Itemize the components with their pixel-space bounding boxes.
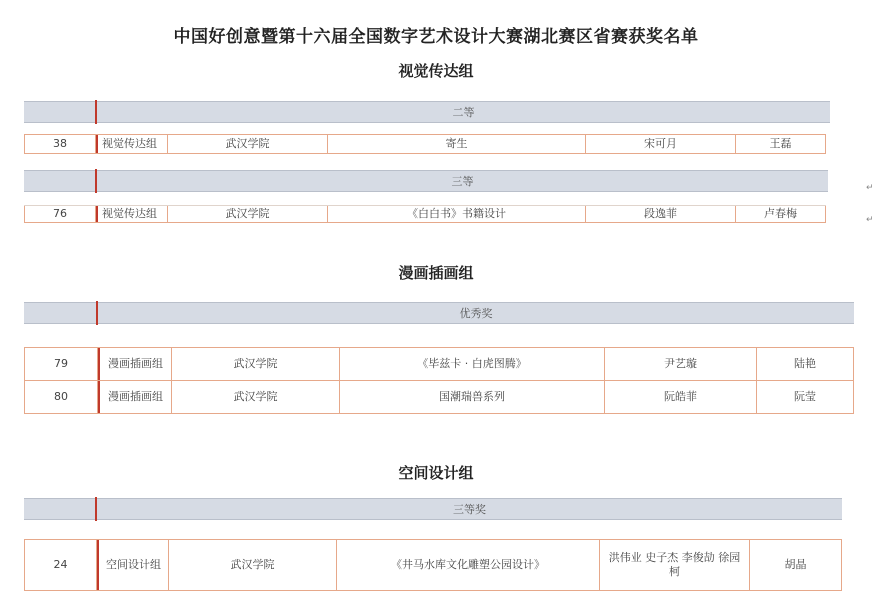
cell-author: 宋可月 [586,135,736,153]
cell-school: 武汉学院 [169,540,337,590]
cell-author: 尹艺璇 [605,348,757,380]
award-label: 三等奖 [453,503,486,516]
page-title: 中国好创意暨第十六届全国数字艺术设计大赛湖北赛区省赛获奖名单 [173,27,699,47]
table-row [24,380,854,414]
cell-advisor: 胡晶 [750,540,842,590]
cell-school: 武汉学院 [172,348,340,380]
cell-no: 80 [24,381,98,413]
cell-no: 24 [24,540,97,590]
cell-advisor: 陆艳 [757,348,854,380]
award-band [24,302,854,324]
cell-no: 76 [24,206,96,222]
cell-school: 武汉学院 [172,381,340,413]
cell-work: 《白白书》书籍设计 [328,206,586,222]
cell-school: 武汉学院 [168,135,328,153]
cell-advisor: 卢春梅 [736,206,826,222]
table-row [24,134,826,154]
table-row [24,347,854,381]
cell-category: 视觉传达组 [96,206,168,222]
award-label: 二等 [452,106,475,119]
cell-no: 79 [24,348,98,380]
section-title-visual: 视觉传达组 [398,62,474,80]
table-row [24,205,826,223]
cell-advisor: 王磊 [736,135,826,153]
cell-no: 38 [24,135,96,153]
return-mark: ↵ [866,183,874,193]
award-label: 优秀奖 [459,307,493,320]
cell-category: 空间设计组 [97,540,169,590]
cell-work: 《井马水库文化雕塑公园设计》 [337,540,600,590]
cell-author: 洪伟业 史子杰 李俊劼 徐园柯 [600,540,750,590]
section-title-comic: 漫画插画组 [398,264,474,282]
cell-school: 武汉学院 [168,206,328,222]
cell-work: 《毕兹卡 · 白虎图腾》 [340,348,605,380]
award-band [24,101,830,123]
cell-work: 国潮瑞兽系列 [340,381,605,413]
cell-author: 阮皓菲 [605,381,757,413]
cell-category: 视觉传达组 [96,135,168,153]
award-band [24,170,828,192]
award-band [24,498,842,520]
section-title-space: 空间设计组 [398,464,474,482]
cell-work: 寄生 [328,135,586,153]
return-mark: ↵ [866,215,874,225]
cell-advisor: 阮莹 [757,381,854,413]
award-label: 三等 [451,175,474,188]
table-row [24,539,842,591]
cell-category: 漫画插画组 [98,348,172,380]
cell-author: 段逸菲 [586,206,736,222]
cell-category: 漫画插画组 [98,381,172,413]
